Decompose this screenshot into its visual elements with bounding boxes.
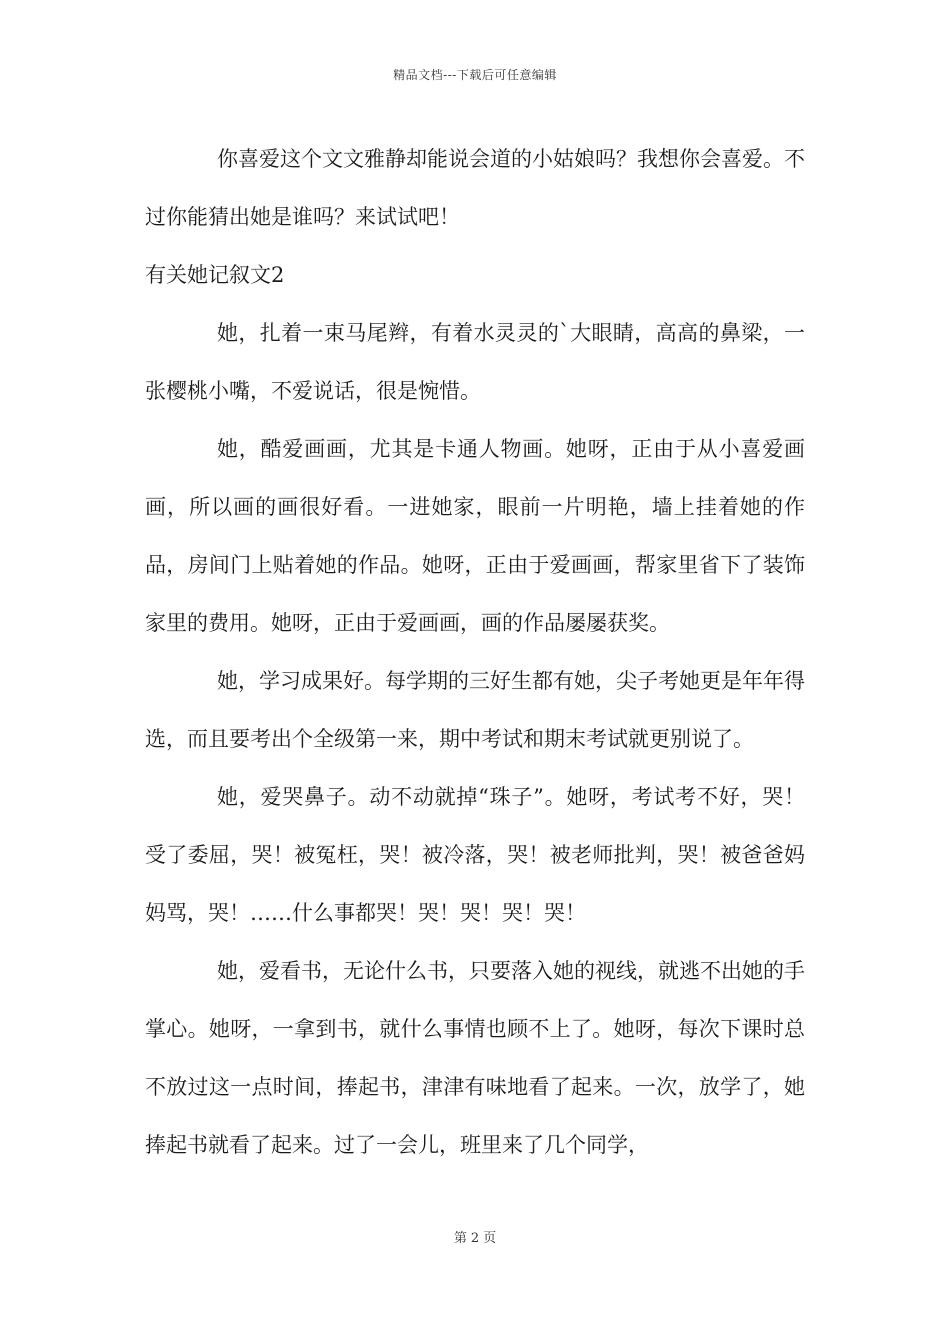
- paragraph: 她，扎着一束马尾辫，有着水灵灵的`大眼睛，高高的鼻梁，一张樱桃小嘴，不爱说话，很是惋惜。: [145, 321, 805, 403]
- footer-suffix: 页: [483, 1231, 497, 1246]
- footer-prefix: 第: [453, 1231, 467, 1246]
- document-body: [145, 130, 805, 1174]
- page-number: 2: [470, 1231, 480, 1246]
- paragraph: 她，爱哭鼻子。动不动就掉“珠子”。她呀，考试考不好，哭！受了委屈，哭！被冤枉，哭！被冷落，哭！被老师批判，哭！被爸爸妈妈骂，哭！……什么事都哭！哭！哭！哭！哭！: [145, 785, 805, 925]
- page-footer: [0, 1227, 950, 1246]
- paragraph: 你喜爱这个文文雅静却能说会道的小姑娘吗？我想你会喜爱。不过你能猜出她是谁吗？来试试吧！: [145, 147, 805, 229]
- page-header: 精品文档---下载后可任意编辑: [393, 68, 557, 82]
- paragraph: 她，爱看书，无论什么书，只要落入她的视线，就逃不出她的手掌心。她呀，一拿到书，就什么事情也顾不上了。她呀，每次下课时总不放过这一点时间，捧起书，津津有味地看了起来。一次，放学了，她捧起书就看了起来。过了一会儿，班里来了几个同学，: [145, 959, 805, 1157]
- section-heading: 有关她记叙文2: [145, 263, 285, 287]
- paragraph: 她，酷爱画画，尤其是卡通人物画。她呀，正由于从小喜爱画画，所以画的画很好看。一进她家，眼前一片明艳，墙上挂着她的作品，房间门上贴着她的作品。她呀，正由于爱画画，帮家里省下了装饰家里的费用。她呀，正由于爱画画，画的作品屡屡获奖。: [145, 437, 805, 635]
- paragraph: 她，学习成果好。每学期的三好生都有她，尖子考她更是年年得选，而且要考出个全级第一来，期中考试和期末考试就更别说了。: [145, 669, 805, 751]
